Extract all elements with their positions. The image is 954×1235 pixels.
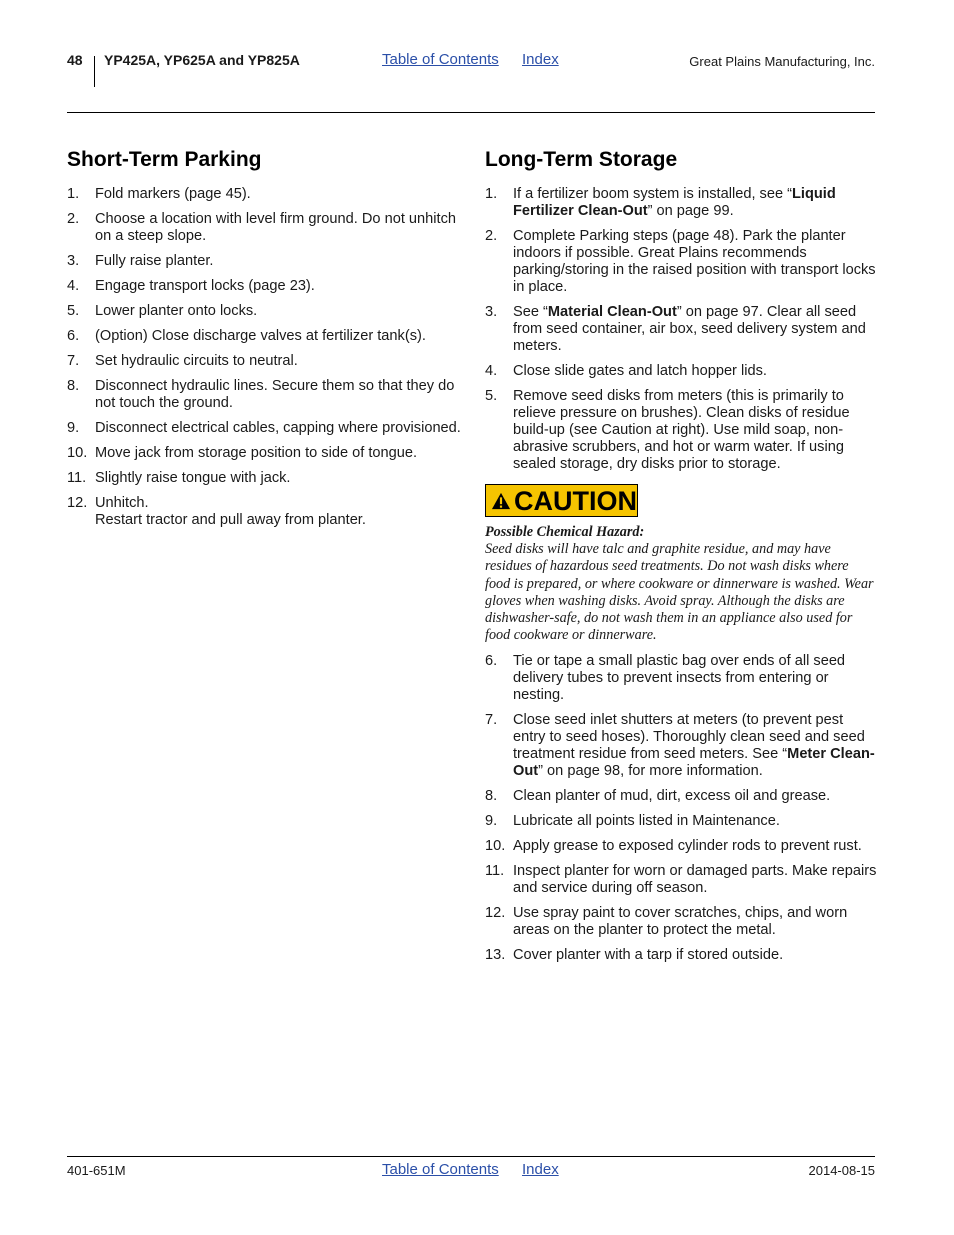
caution-title: Possible Chemical Hazard: — [485, 524, 645, 540]
list-item: 10. Apply grease to exposed cylinder rods to prevent rust. — [485, 838, 862, 855]
index-link-header[interactable]: Index — [522, 51, 559, 68]
storage-steps-list — [485, 186, 877, 473]
list-item: 1. Fold markers (page 45). — [67, 186, 251, 202]
footer-rule — [67, 1156, 875, 1157]
list-item: 7. Set hydraulic circuits to neutral. — [67, 353, 298, 369]
list-item: 7. Close seed inlet shutters at meters (to prevent pest entry to seed hoses). Thoroughly clean seed and seed treatment residue from seed meters. See “Meter Clean-Out” on page 98, for more information. — [485, 712, 875, 780]
list-item: 11. Inspect planter for worn or damaged parts. Make repairs and service during off season. — [485, 863, 877, 897]
list-item: 13. Cover planter with a tarp if stored outside. — [485, 947, 784, 964]
list-item: 4. Engage transport locks (page 23). — [67, 278, 315, 294]
list-item: 4. Close slide gates and latch hopper lids. — [485, 363, 767, 379]
doc-number: 401-651M — [67, 1163, 126, 1178]
storage-steps-list-continued — [485, 653, 877, 964]
index-link-footer[interactable]: Index — [522, 1161, 559, 1178]
caution-word: CAUTION — [514, 485, 637, 516]
list-item: 6. (Option) Close discharge valves at fertilizer tank(s). — [67, 328, 426, 344]
section-heading: Short-Term Parking — [67, 148, 262, 171]
list-item: 3. See “Material Clean-Out” on page 97. Clear all seed from seed container, air box, seed delivery system and meters. — [485, 304, 866, 354]
caution-label — [485, 484, 638, 517]
list-item: 10. Move jack from storage position to side of tongue. — [67, 445, 418, 461]
short-term-parking-section — [67, 148, 462, 537]
page-number: 48 — [67, 52, 83, 68]
list-item: 12. Unhitch. Restart tractor and pull away from planter. — [67, 495, 366, 528]
long-term-storage-section — [485, 148, 877, 972]
list-item: 9. Lubricate all points listed in Maintenance. — [485, 813, 780, 830]
list-item: 6. Tie or tape a small plastic bag over ends of all seed delivery tubes to prevent insects from entering or nesting. — [485, 653, 846, 704]
header-rule — [67, 112, 875, 113]
list-item: 8. Clean planter of mud, dirt, excess oil and grease. — [485, 788, 831, 805]
list-item: 5. Remove seed disks from meters (this is primarily to relieve pressure on brushes). Clean disks of residue build-up (see Caution at right). Use mild soap, non-abrasive scrubbers, and hot or warm water. If using sealed storage, dry disks prior to storage. — [485, 388, 850, 472]
caution-body: Seed disks will have talc and graphite residue, and may have residues of hazardous seed treatments. Do not wash disks where food is prepared, or where cookware or dinnerware is washed. Wear gloves when washing disks. Avoid spray. Although the disks are dishwasher-safe, do not wash them in an appliance also used for food cookware or dinnerware. — [485, 541, 874, 644]
header-divider — [94, 56, 95, 87]
list-item: 12. Use spray paint to cover scratches, chips, and worn areas on the planter to protect the metal. — [485, 905, 848, 939]
list-item: 5. Lower planter onto locks. — [67, 303, 258, 319]
list-item: 2. Choose a location with level firm ground. Do not unhitch on a steep slope. — [67, 211, 456, 244]
list-item: 9. Disconnect electrical cables, capping where provisioned. — [67, 420, 461, 436]
list-item: 3. Fully raise planter. — [67, 253, 214, 269]
section-heading: Long-Term Storage — [485, 148, 678, 171]
toc-link-header[interactable]: Table of Contents — [382, 51, 499, 68]
doc-date: 2014-08-15 — [808, 1163, 875, 1178]
parking-steps-list — [67, 186, 462, 529]
toc-link-footer[interactable]: Table of Contents — [382, 1161, 499, 1178]
list-item: 8. Disconnect hydraulic lines. Secure them so that they do not touch the ground. — [67, 378, 455, 411]
warning-triangle-icon — [491, 491, 511, 511]
list-item: 1. If a fertilizer boom system is installed, see “Liquid Fertilizer Clean-Out” on page 99. — [485, 186, 836, 219]
list-item: 2. Complete Parking steps (page 48). Park the planter indoors if possible. Great Plains recommends parking/storing in the raised position with transport locks in place. — [485, 228, 876, 295]
list-item: 11. Slightly raise tongue with jack. — [67, 470, 291, 486]
company-name: Great Plains Manufacturing, Inc. — [689, 54, 875, 69]
document-title: YP425A, YP625A and YP825A — [104, 52, 300, 68]
caution-message — [485, 524, 877, 644]
